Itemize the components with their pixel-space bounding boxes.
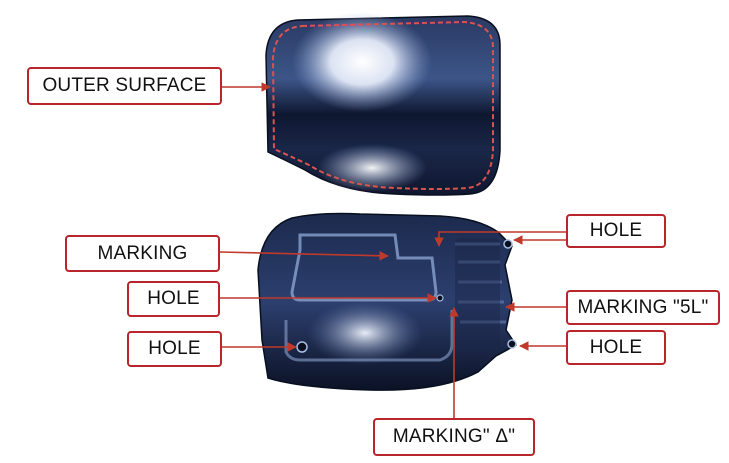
inner-side-hole-center bbox=[437, 295, 443, 301]
inner-side-highlight bbox=[307, 301, 423, 365]
outer-surface-highlight bbox=[292, 12, 432, 112]
inner-side-hole-left bbox=[297, 342, 307, 352]
inner-side-part bbox=[258, 214, 516, 391]
callout-outer-surface: OUTER SURFACE bbox=[27, 67, 222, 105]
callout-hole-right-upper: HOLE bbox=[566, 214, 666, 248]
inner-side-hole-right-lower bbox=[508, 340, 516, 348]
outer-surface-lower-highlight bbox=[317, 144, 427, 192]
callout-marking-delta: MARKING" Δ" bbox=[373, 418, 535, 456]
outer-surface-part bbox=[266, 12, 500, 195]
callout-marking: MARKING bbox=[65, 235, 220, 272]
callout-hole-left-lower: HOLE bbox=[127, 331, 222, 367]
inner-side-hole-right-upper bbox=[504, 240, 512, 248]
callout-hole-left-upper: HOLE bbox=[127, 281, 220, 317]
callout-hole-right-lower: HOLE bbox=[566, 330, 666, 365]
callout-marking-5l: MARKING "5L" bbox=[566, 290, 720, 325]
inner-side-hinge-block bbox=[455, 238, 500, 348]
